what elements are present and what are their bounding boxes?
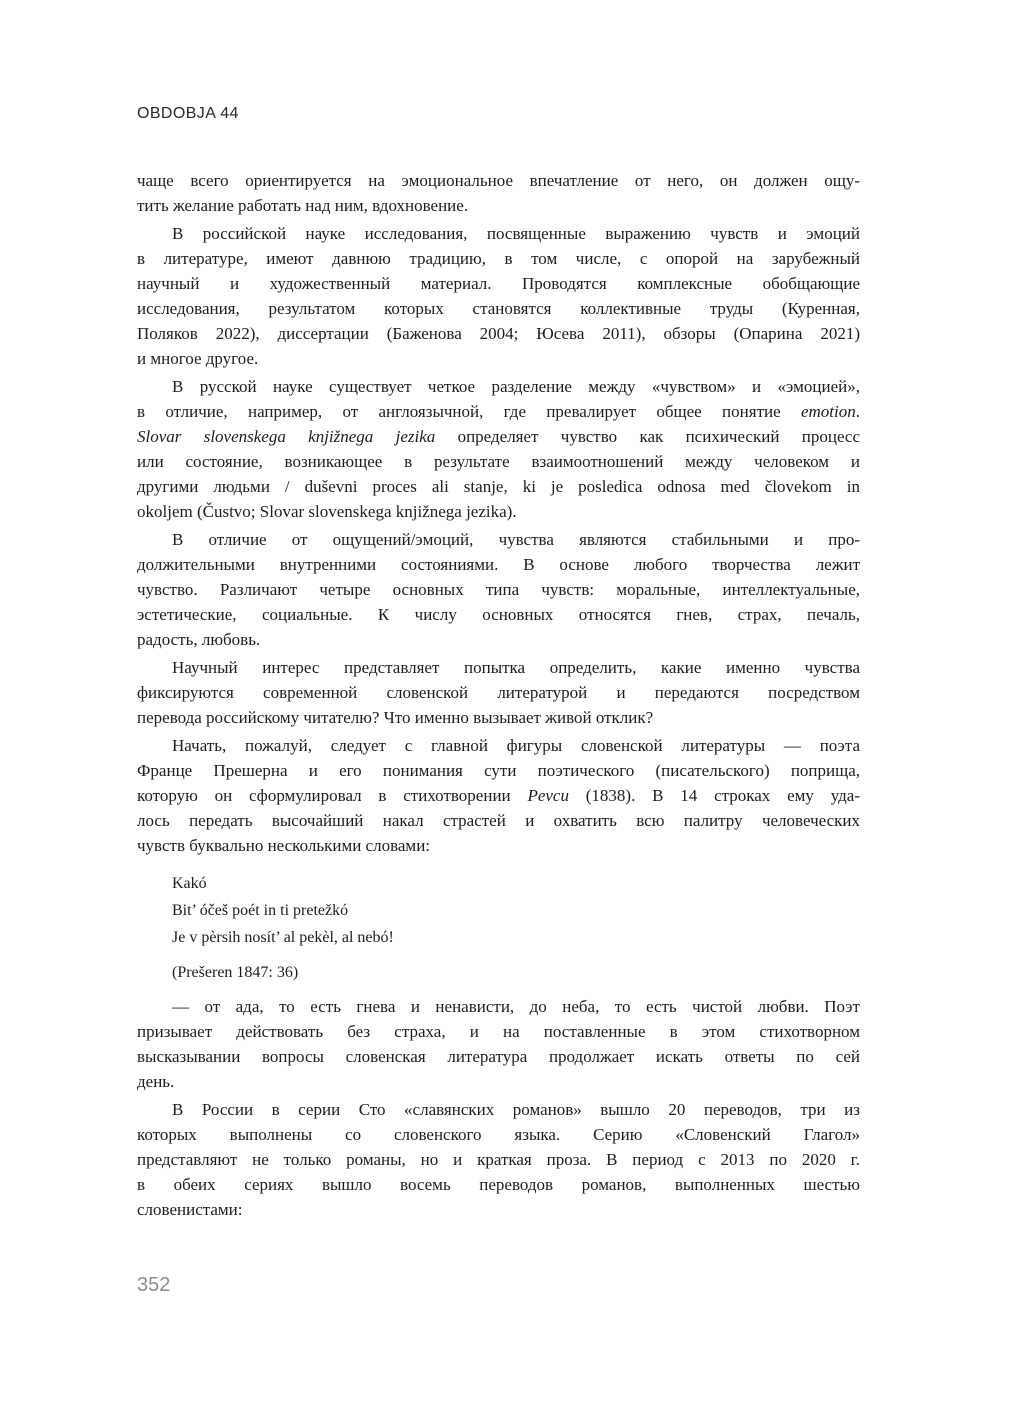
text-segment: чувств буквально несколькими словами: <box>137 836 431 855</box>
text-segment: перевода российскому читателю? Что именно вызывает живой отклик? <box>137 708 654 727</box>
italic-text-segment: Slovar slovenskega knjižnega jezika <box>137 427 436 446</box>
text-line <box>137 1147 860 1172</box>
text-line <box>137 221 860 246</box>
text-segment: В русской науке существует четкое разделение между «чувством» и «эмоцией», <box>172 377 860 396</box>
text-segment: день. <box>137 1072 175 1091</box>
italic-text-segment: Pevcu <box>527 786 569 805</box>
poem-citation: (Prešeren 1847: 36) <box>172 964 299 981</box>
text-segment: Поляков 2022), диссертации (Баженова 2004; Юсева 2011), обзоры (Опарина 2021) <box>137 324 860 343</box>
text-segment: призывает действовать без страха, и на поставленные в этом стихотворном <box>137 1022 860 1041</box>
text-segment: должительными внутренними состояниями. В основе любого творчества лежит <box>137 555 860 574</box>
text-line <box>137 552 860 577</box>
text-line <box>137 627 860 652</box>
text-line <box>137 296 860 321</box>
text-segment: в обеих сериях вышло восемь переводов романов, выполненных шестью <box>137 1175 860 1194</box>
paragraph <box>137 168 860 218</box>
text-line <box>137 193 860 218</box>
poem-lines <box>172 870 860 951</box>
text-segment: в отличие, например, от англоязычной, где превалирует общее понятие <box>137 402 801 421</box>
text-line <box>137 602 860 627</box>
text-segment: Научный интерес представляет попытка определить, какие именно чувства <box>172 658 860 677</box>
text-segment: В отличие от ощущений/эмоций, чувства являются стабильными и про- <box>172 530 860 549</box>
paragraph <box>137 1097 860 1222</box>
text-segment: радость, любовь. <box>137 630 261 649</box>
text-segment: которую он сформулировал в стихотворении <box>137 786 528 805</box>
text-line <box>137 1019 860 1044</box>
text-line <box>137 833 860 858</box>
text-line <box>137 374 860 399</box>
paragraph <box>137 527 860 652</box>
text-segment: высказывании вопросы словенская литература продолжает искать ответы по сей <box>137 1047 860 1066</box>
body-text-top <box>137 168 860 858</box>
text-line <box>137 733 860 758</box>
text-line <box>137 680 860 705</box>
text-line <box>137 1044 860 1069</box>
text-segment: чаще всего ориентируется на эмоциональное впечатление от него, он должен ощу- <box>137 171 860 190</box>
running-head: OBDOBJA 44 <box>137 105 239 122</box>
text-line <box>137 705 860 730</box>
page-content <box>137 168 860 1225</box>
paragraph <box>137 733 860 858</box>
text-segment: фиксируются современной словенской литературой и передаются посредством <box>137 683 860 702</box>
text-line <box>137 1097 860 1122</box>
text-line <box>137 758 860 783</box>
text-segment: Начать, пожалуй, следует с главной фигуры словенской литературы — поэта <box>172 736 860 755</box>
text-line <box>137 424 860 449</box>
text-line <box>137 808 860 833</box>
text-segment: и многое другое. <box>137 349 259 368</box>
text-line <box>137 271 860 296</box>
poem-line: Je v pèrsih nosít’ al pekèl, al nebó! <box>172 929 394 946</box>
text-line <box>137 168 860 193</box>
italic-text-segment: emotion <box>800 402 856 421</box>
text-segment: (1838). В 14 строках ему уда- <box>568 786 860 805</box>
paragraph <box>137 374 860 524</box>
paragraph <box>137 221 860 371</box>
text-segment: . <box>855 402 860 421</box>
text-line <box>137 399 860 424</box>
text-line <box>137 449 860 474</box>
text-line <box>137 499 860 524</box>
text-segment: В России в серии Сто «славянских романов» вышло 20 переводов, три из <box>172 1100 860 1119</box>
text-segment: okoljem (Čustvo; Slovar slovenskega knjižnega jezika). <box>137 502 517 521</box>
body-text-bottom <box>137 994 860 1222</box>
text-segment: определяет чувство как психический процесс <box>435 427 860 446</box>
text-segment: в литературе, имеют давнюю традицию, в том числе, с опорой на зарубежный <box>137 249 860 268</box>
text-segment: которых выполнены со словенского языка. Серию «Словенский Глагол» <box>137 1125 860 1144</box>
text-line <box>137 1069 860 1094</box>
paragraph <box>137 655 860 730</box>
text-segment: представляют не только романы, но и краткая проза. В период с 2013 по 2020 г. <box>137 1150 860 1169</box>
text-segment: исследования, результатом которых становятся коллективные труды (Куренная, <box>137 299 860 318</box>
text-segment: научный и художественный материал. Проводятся комплексные обобщающие <box>137 274 860 293</box>
text-line <box>137 346 860 371</box>
text-line <box>137 655 860 680</box>
text-line <box>137 321 860 346</box>
text-segment: другими людьми / duševni proces ali stanje, ki je posledica odnosa med človekom in <box>137 477 860 496</box>
text-line <box>137 527 860 552</box>
text-line <box>137 1172 860 1197</box>
text-line <box>137 577 860 602</box>
text-segment: В российской науке исследования, посвященные выражению чувств и эмоций <box>172 224 860 243</box>
text-segment: — от ада, то есть гнева и ненависти, до неба, то есть чистой любви. Поэт <box>172 997 860 1016</box>
text-line <box>137 783 860 808</box>
page-number: 352 <box>137 1274 171 1296</box>
text-segment: Франце Прешерна и его понимания сути поэтического (писательского) поприща, <box>137 761 860 780</box>
poem-line: Kakó <box>172 875 207 892</box>
text-line <box>137 1197 860 1222</box>
poem-line: Bit’ óčeš poét in ti pretežkó <box>172 902 349 919</box>
text-segment: или состояние, возникающее в результате взаимоотношений между человеком и <box>137 452 860 471</box>
text-segment: чувство. Различают четыре основных типа чувств: моральные, интеллектуальные, <box>137 580 860 599</box>
text-segment: тить желание работать над ним, вдохновение. <box>137 196 469 215</box>
text-segment: словенистами: <box>137 1200 243 1219</box>
text-line <box>137 474 860 499</box>
text-line <box>137 994 860 1019</box>
text-line <box>137 1122 860 1147</box>
text-line <box>137 246 860 271</box>
text-segment: лось передать высочайший накал страстей и охватить всю палитру человеческих <box>137 811 860 830</box>
poem-quote <box>137 870 860 951</box>
paragraph <box>137 994 860 1094</box>
text-segment: эстетические, социальные. К числу основных относятся гнев, страх, печаль, <box>137 605 860 624</box>
